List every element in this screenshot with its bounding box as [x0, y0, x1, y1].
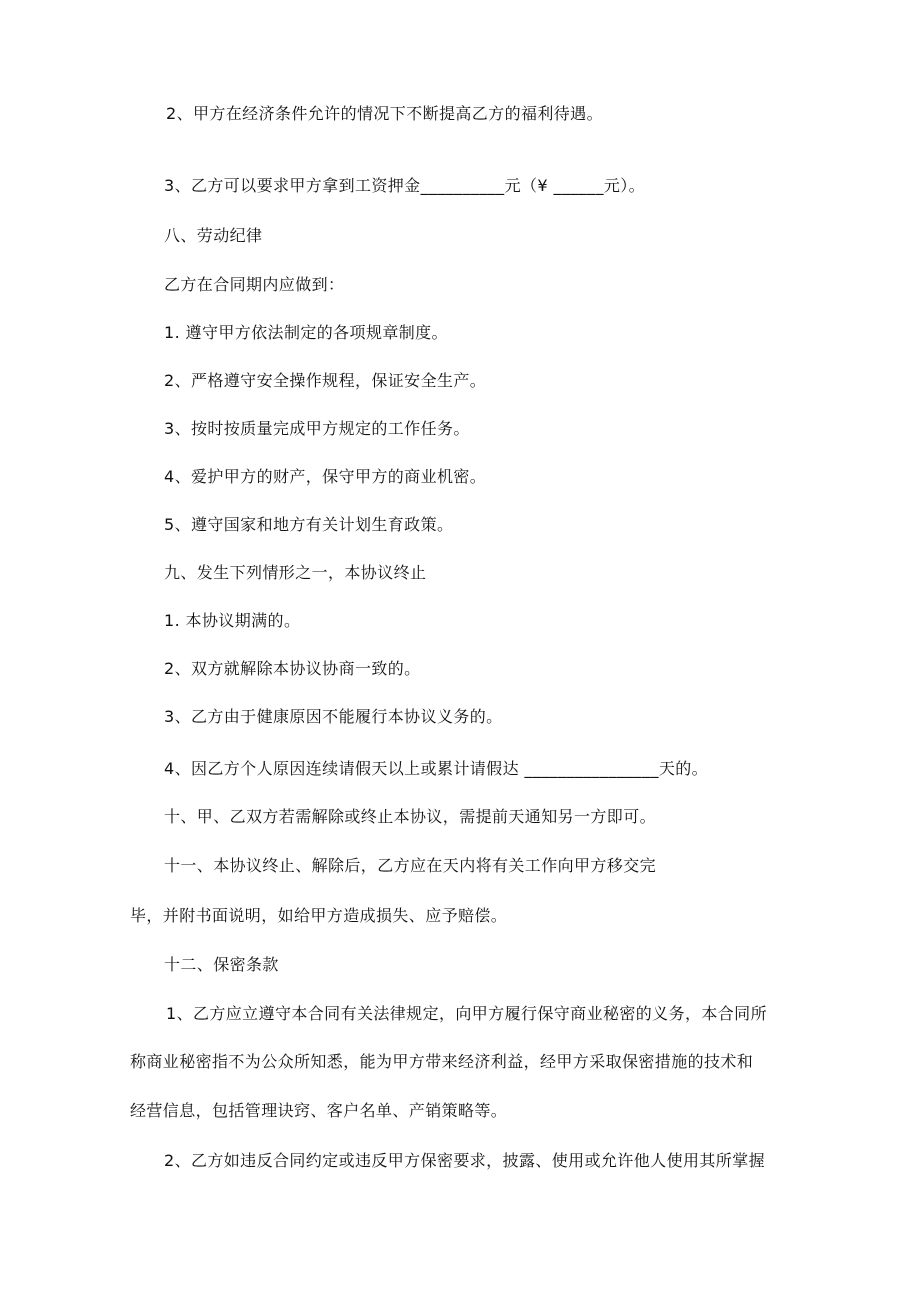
- clause-9-2: 2、双方就解除本协议协商一致的。: [164, 659, 421, 678]
- clause-7-2-welfare: 2、甲方在经济条件允许的情况下不断提高乙方的福利待遇。: [166, 104, 603, 123]
- clause-9-1: 1. 本协议期满的。: [164, 611, 301, 630]
- section-11-line-2: 毕，并附书面说明，如给甲方造成损失、应予赔偿。: [130, 906, 508, 925]
- clause-9-4: 4、因乙方个人原因连续请假天以上或累计请假达 ________________天的。: [164, 759, 709, 778]
- clause-8-2: 2、严格遵守安全操作规程，保证安全生产。: [164, 371, 487, 390]
- clause-8-4: 4、爱护甲方的财产，保守甲方的商业机密。: [164, 467, 487, 486]
- clause-9-3: 3、乙方由于健康原因不能履行本协议义务的。: [164, 707, 503, 726]
- section-8-heading: 八、劳动纪律: [164, 226, 263, 245]
- clause-8-1: 1. 遵守甲方依法制定的各项规章制度。: [164, 323, 448, 342]
- clause-12-1-line-1: 1、乙方应立遵守本合同有关法律规定，向甲方履行保守商业秘密的义务，本合同所: [166, 1004, 767, 1023]
- section-12-heading: 十二、保密条款: [164, 955, 279, 974]
- clause-12-1-line-3: 经营信息，包括管理诀窍、客户名单、产销策略等。: [130, 1101, 508, 1120]
- clause-7-3-deposit: 3、乙方可以要求甲方拿到工资押金__________元（¥ ______元）。: [164, 176, 646, 195]
- section-11-line-1: 十一、本协议终止、解除后，乙方应在天内将有关工作向甲方移交完: [164, 856, 657, 875]
- section-10: 十、甲、乙双方若需解除或终止本协议，需提前天通知另一方即可。: [164, 807, 657, 826]
- section-9-heading: 九、发生下列情形之一，本协议终止: [164, 563, 427, 582]
- clause-12-1-line-2: 称商业秘密指不为公众所知悉，能为甲方带来经济利益，经甲方采取保密措施的技术和: [130, 1052, 754, 1071]
- section-8-intro: 乙方在合同期内应做到：: [164, 275, 345, 294]
- clause-8-3: 3、按时按质量完成甲方规定的工作任务。: [164, 419, 470, 438]
- clause-12-2-line-1: 2、乙方如违反合同约定或违反甲方保密要求，披露、使用或允许他人使用其所掌握: [164, 1151, 765, 1170]
- clause-8-5: 5、遵守国家和地方有关计划生育政策。: [164, 515, 454, 534]
